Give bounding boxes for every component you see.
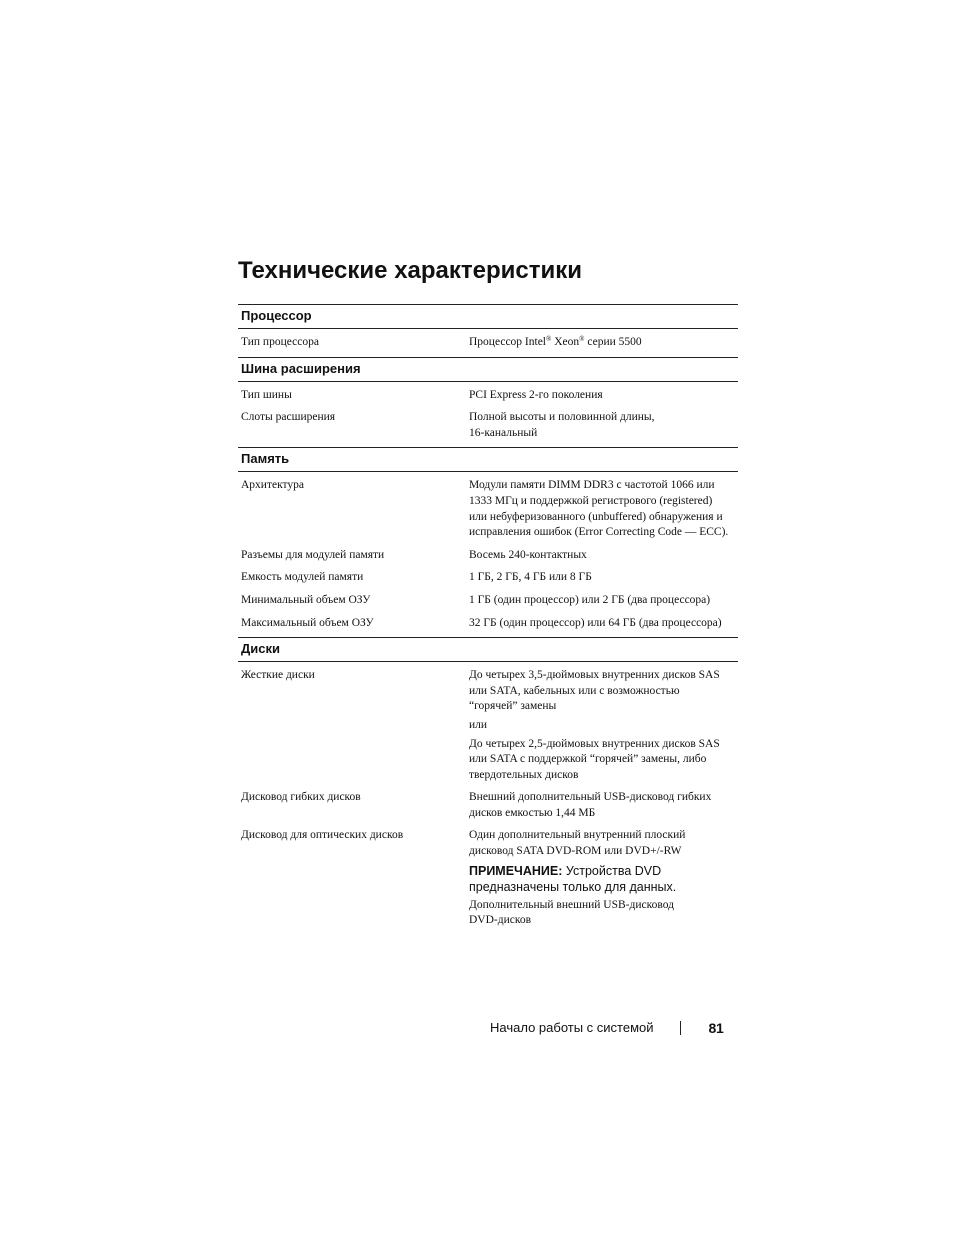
spec-label: Жесткие диски (241, 669, 315, 682)
section-memory (238, 447, 738, 637)
registered-mark: ® (546, 335, 552, 343)
spec-value: Внешний дополнительный USB-дисковод гибких дисков емкостью 1,44 МБ (469, 791, 712, 819)
spec-value: Восемь 240-контактных (469, 548, 587, 561)
spec-row-max-ram (238, 611, 738, 634)
spec-row-memory-slots (238, 543, 738, 566)
section-drives (238, 637, 738, 935)
spec-row-expansion-slots (238, 405, 738, 443)
page-footer (490, 1019, 735, 1037)
spec-row-module-capacity (238, 565, 738, 588)
spec-row-architecture (238, 473, 738, 542)
spec-value: 1 ГБ, 2 ГБ, 4 ГБ или 8 ГБ (469, 571, 592, 584)
spec-value: 32 ГБ (один процессор) или 64 ГБ (два процессора) (469, 616, 722, 629)
spec-label: Дисковод для оптических дисков (241, 829, 404, 842)
spec-value: Модули памяти DIMM DDR3 с частотой 1066 или 1333 МГц и поддержкой регистрового (registered) или небуферизованного (unbuffered) обнаружения и исправления ошибок (Error Correcting Code — ECC). (469, 479, 729, 539)
spec-label: Минимальный объем ОЗУ (241, 593, 371, 606)
spec-row-processor-type (238, 330, 738, 353)
spec-value: PCI Express 2-го поколения (469, 388, 603, 401)
footer-separator (680, 1021, 681, 1035)
spec-label: Емкость модулей памяти (241, 571, 364, 584)
spec-row-min-ram (238, 588, 738, 611)
spec-label: Разъемы для модулей памяти (241, 548, 385, 561)
spec-row-optical-drive (238, 823, 738, 930)
spec-label: Тип процессора (241, 336, 319, 348)
spec-label: Дисковод гибких дисков (241, 791, 361, 804)
registered-mark: ® (579, 335, 585, 343)
section-title: Процессор (238, 305, 738, 329)
note-callout: ПРИМЕЧАНИЕ: Устройства DVD предназначены только для данных. (469, 863, 677, 894)
page-number: 81 (708, 1020, 724, 1036)
footer-title: Начало работы с системой (490, 1020, 654, 1035)
spec-value: До четырех 3,5-дюймовых внутренних дисков SAS или SATA, кабельных или с возможностью “горячей” замены или До четырех 2,5-дюймовых внутренних дисков SAS или SATA с поддержкой “горячей” замены, либо твердотельных дисков (469, 669, 720, 781)
spec-row-bus-type (238, 383, 738, 406)
spec-row-hard-drives (238, 663, 738, 785)
page-title: Технические характеристики (238, 257, 583, 284)
spec-value: Полной высоты и половинной длины, 16-канальный (469, 411, 655, 439)
spec-label: Слоты расширения (241, 411, 336, 424)
section-title: Шина расширения (238, 358, 738, 382)
spec-value: 1 ГБ (один процессор) или 2 ГБ (два процессора) (469, 593, 711, 606)
spec-label: Архитектура (241, 479, 305, 492)
spec-value: Процессор Intel® Xeon® серии 5500 (469, 335, 642, 348)
section-title: Память (238, 448, 738, 472)
note-label: ПРИМЕЧАНИЕ: (469, 863, 563, 878)
spec-label: Максимальный объем ОЗУ (241, 616, 374, 629)
section-processor (238, 304, 738, 357)
section-expansion-bus (238, 357, 738, 448)
spec-value: Один дополнительный внутренний плоский дисковод SATA DVD-ROM или DVD+/-RW ПРИМЕЧАНИЕ: Устройства DVD предназначены только для данных. Дополнительный внешний USB-дисковод DVD-дисков (469, 828, 738, 928)
spec-label: Тип шины (241, 388, 292, 401)
spec-row-floppy-drive (238, 785, 738, 823)
section-title: Диски (238, 638, 738, 662)
spec-table (238, 304, 738, 935)
